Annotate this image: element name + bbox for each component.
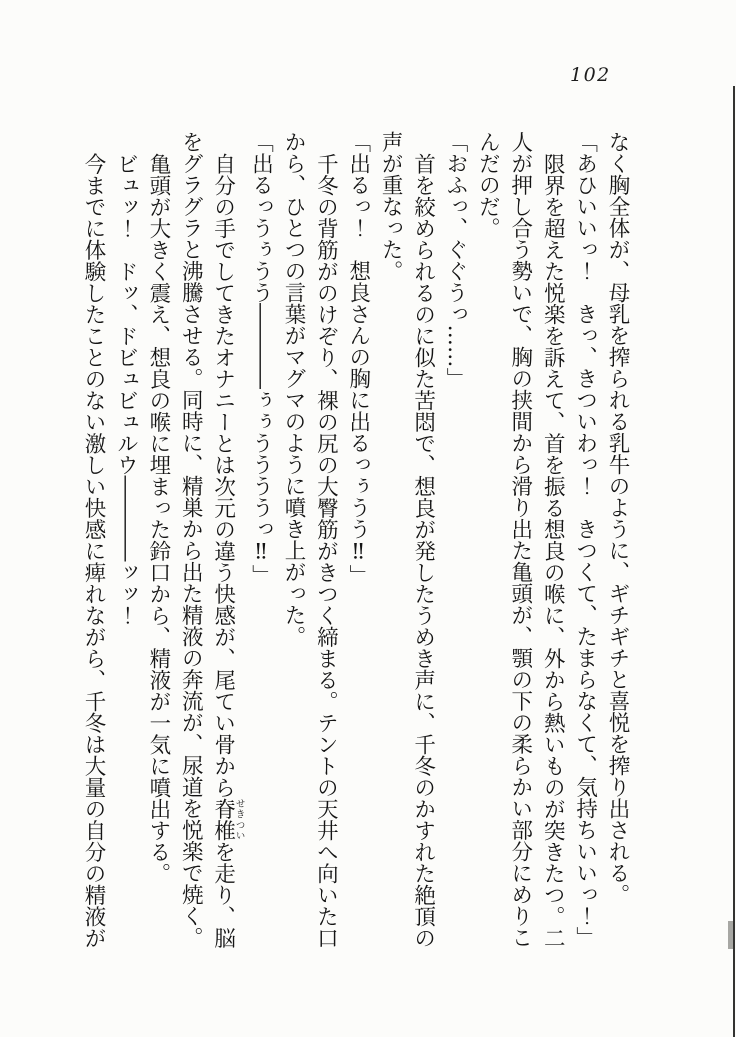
- text-line: から、ひとつの言葉がマグマのように噴き上がった。: [280, 131, 306, 647]
- text-line: んだのだ。: [475, 131, 501, 239]
- text-line: をグラグラと沸騰させる。同時に、精巣から出た精液の奔流が、尿道を悦楽で焼く。: [178, 131, 204, 948]
- text-line: なく胸全体が、母乳を搾られる乳牛のように、ギチギチと喜悦を搾り出される。: [605, 131, 630, 905]
- text-line: 「出るっ！ 想良さんの胸に出るっぅうう‼」: [345, 131, 371, 586]
- text-line: 限界を超えた悦楽を訴えて、首を振る想良の喉に、外から熱いものが突きたつ。二: [540, 152, 566, 948]
- text-line: 亀頭が大きく震え、想良の喉に埋まった鈴口から、精液が一気に噴出する。: [145, 152, 171, 884]
- text-line: ビュッ！ ドッ、ドビュビュルウ――――ッッ！: [113, 152, 139, 626]
- text-line: 「あひいいっ！ きっ、きついわっ！ きつくて、たまらなくて、気持ちいいっ！」: [572, 131, 598, 948]
- furigana-text: せきつい: [233, 797, 245, 841]
- text-line: 「おふっ、ぐぐうっ……」: [442, 131, 468, 389]
- body-text: [80, 131, 633, 963]
- text-line: 首を絞められるのに似た苦悶で、想良が発したうめき声に、千冬のかすれた絶頂の: [410, 152, 436, 948]
- text-line: 今までに体験したことのない激しい快感に痺れながら、千冬は大量の自分の精液が: [81, 152, 106, 948]
- text-line: 千冬の背筋がのけぞり、裸の尻の大臀筋がきつく締まる。テントの天井へ向いた口: [313, 152, 339, 948]
- text-line: 「出るっうぅうう――――ぅぅううううっ‼」: [248, 131, 274, 586]
- text-line: 人が押し合う勢いで、胸の挟間から滑り出た亀頭が、顎の下の柔らかい部分にめりこ: [507, 131, 533, 948]
- scan-artifact: [728, 921, 733, 949]
- page-edge-shadow: [733, 86, 735, 1037]
- text-line: 声が重なった。: [378, 131, 404, 282]
- ruby-annotated-word: 脊椎せきつい: [210, 797, 245, 841]
- text-line: 自分の手でしてきたオナニーとは次元の違う快感が、尾てい骨から脊椎せきついを走り、脳: [210, 152, 245, 948]
- page-number: 102: [570, 64, 611, 86]
